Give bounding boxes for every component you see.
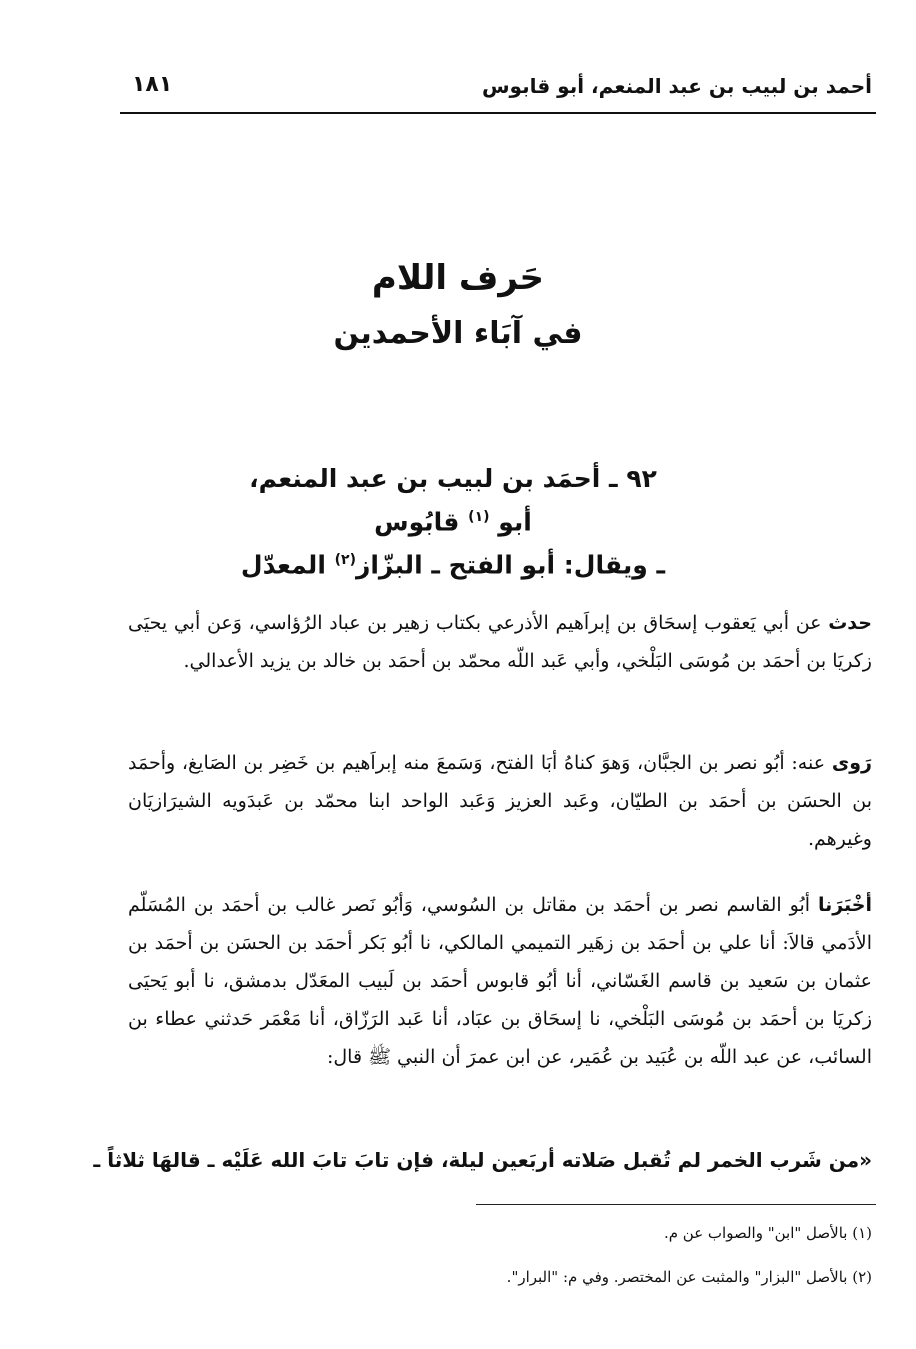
entry-heading (200, 460, 706, 585)
entry-heading-line3-pre: ـ ويقال: أبو الفتح ـ البزّاز (355, 550, 666, 580)
entry-heading-line2-pre: أبو (498, 507, 532, 537)
paragraph-lead-word: أخْبَرَنا (817, 894, 872, 916)
footnote-2: (٢) بالأصل "البزار" والمثبت عن المختصر. وفي م: "البرار". (506, 1268, 872, 1286)
entry-heading-line2 (200, 498, 706, 541)
entry-heading-line1: ٩٢ ـ أحمَد بن لبيب بن عبد المنعم، (249, 464, 657, 493)
running-title: أحمد بن لبيب بن عبد المنعم، أبو قابوس (481, 74, 872, 98)
paragraph-text: عنه: أبُو نصر بن الجبَّان، وَهوَ كناهُ أبَا الفتح، وَسَمعَ منه إبراَهيم بن خَضِر بن الصَايغ، وأحمَد بن الحسَن بن أحمَد بن الطيّان، وعَبد العزيز وَعَبد الواحد ابنا محمّد بن عَبدَويه الشيرَازيَان وغيرهم. (128, 752, 872, 850)
entry-heading-line3-post: المعدّل (240, 550, 326, 580)
paragraph-narrated-from (128, 604, 872, 680)
running-head (120, 72, 876, 114)
footnote-marker-2[interactable]: (٢) (334, 552, 356, 569)
paragraph-lead-word: رَوى (831, 752, 872, 774)
page-number: ١٨١ (132, 72, 173, 97)
footnote-marker-1[interactable]: (١) (468, 509, 490, 525)
entry-heading-line3 (200, 541, 706, 584)
footnote-1: (١) بالأصل "ابن" والصواب عن م. (663, 1224, 872, 1242)
chapter-title: حَرف اللام (371, 258, 545, 298)
paragraph-narrated-by (128, 744, 872, 858)
entry-heading-line2-post: قابُوس (374, 507, 460, 537)
hadith-text: «من شَرب الخمر لم تُقبل صَلاته أربَعين ليلة، فإن تابَ تابَ الله عَلَيْه ـ قالهَا ثلاثاً ـ (93, 1148, 872, 1172)
chapter-subtitle: في آبَاء الأحمدين (333, 316, 583, 351)
paragraph-text: أبُو القاسم نصر بن أحمَد بن مقاتل بن السُوسي، وَأبُو نَصر غالب بن أحمَد بن المُسَلّم الأدَمي قالاَ: أنا علي بن أحمَد بن زهَير التميمي المالكي، نا أبُو بَكر أحمَد بن الحسَن بن أحمَد بن عثمان بن سَعيد بن قاسم الغَسّاني، أنا أبُو قابوس أحمَد بن لَبيب المعَدّل بدمشق، نا أبو يَحيَى زكريَا بن أحمَد بن مُوسَى البَلْخي، نا إسحَاق بن عبَاد، أنا عَبد الرَزّاق، أنا مَعْمَر حَدثني عطاء بن السائب، عن عبد اللّه بن عُبَيد بن عُمَير، عن ابن عمرَ أن النبي ﷺ قال: (128, 894, 872, 1068)
footnote-divider (476, 1204, 876, 1205)
paragraph-isnad (128, 886, 872, 1076)
paragraph-lead-word: حدث (828, 612, 872, 634)
paragraph-text: عن أبي يَعقوب إسحَاق بن إبراَهيم الأذرعي بكتاب زهير بن عباد الرُؤاسي، وَعن أبي يحيَى زكريَا بن أحمَد بن مُوسَى البَلْخي، وأبي عَبد اللّه محمّد بن أحمَد بن خالد بن يزيد الأعدالي. (128, 612, 872, 672)
